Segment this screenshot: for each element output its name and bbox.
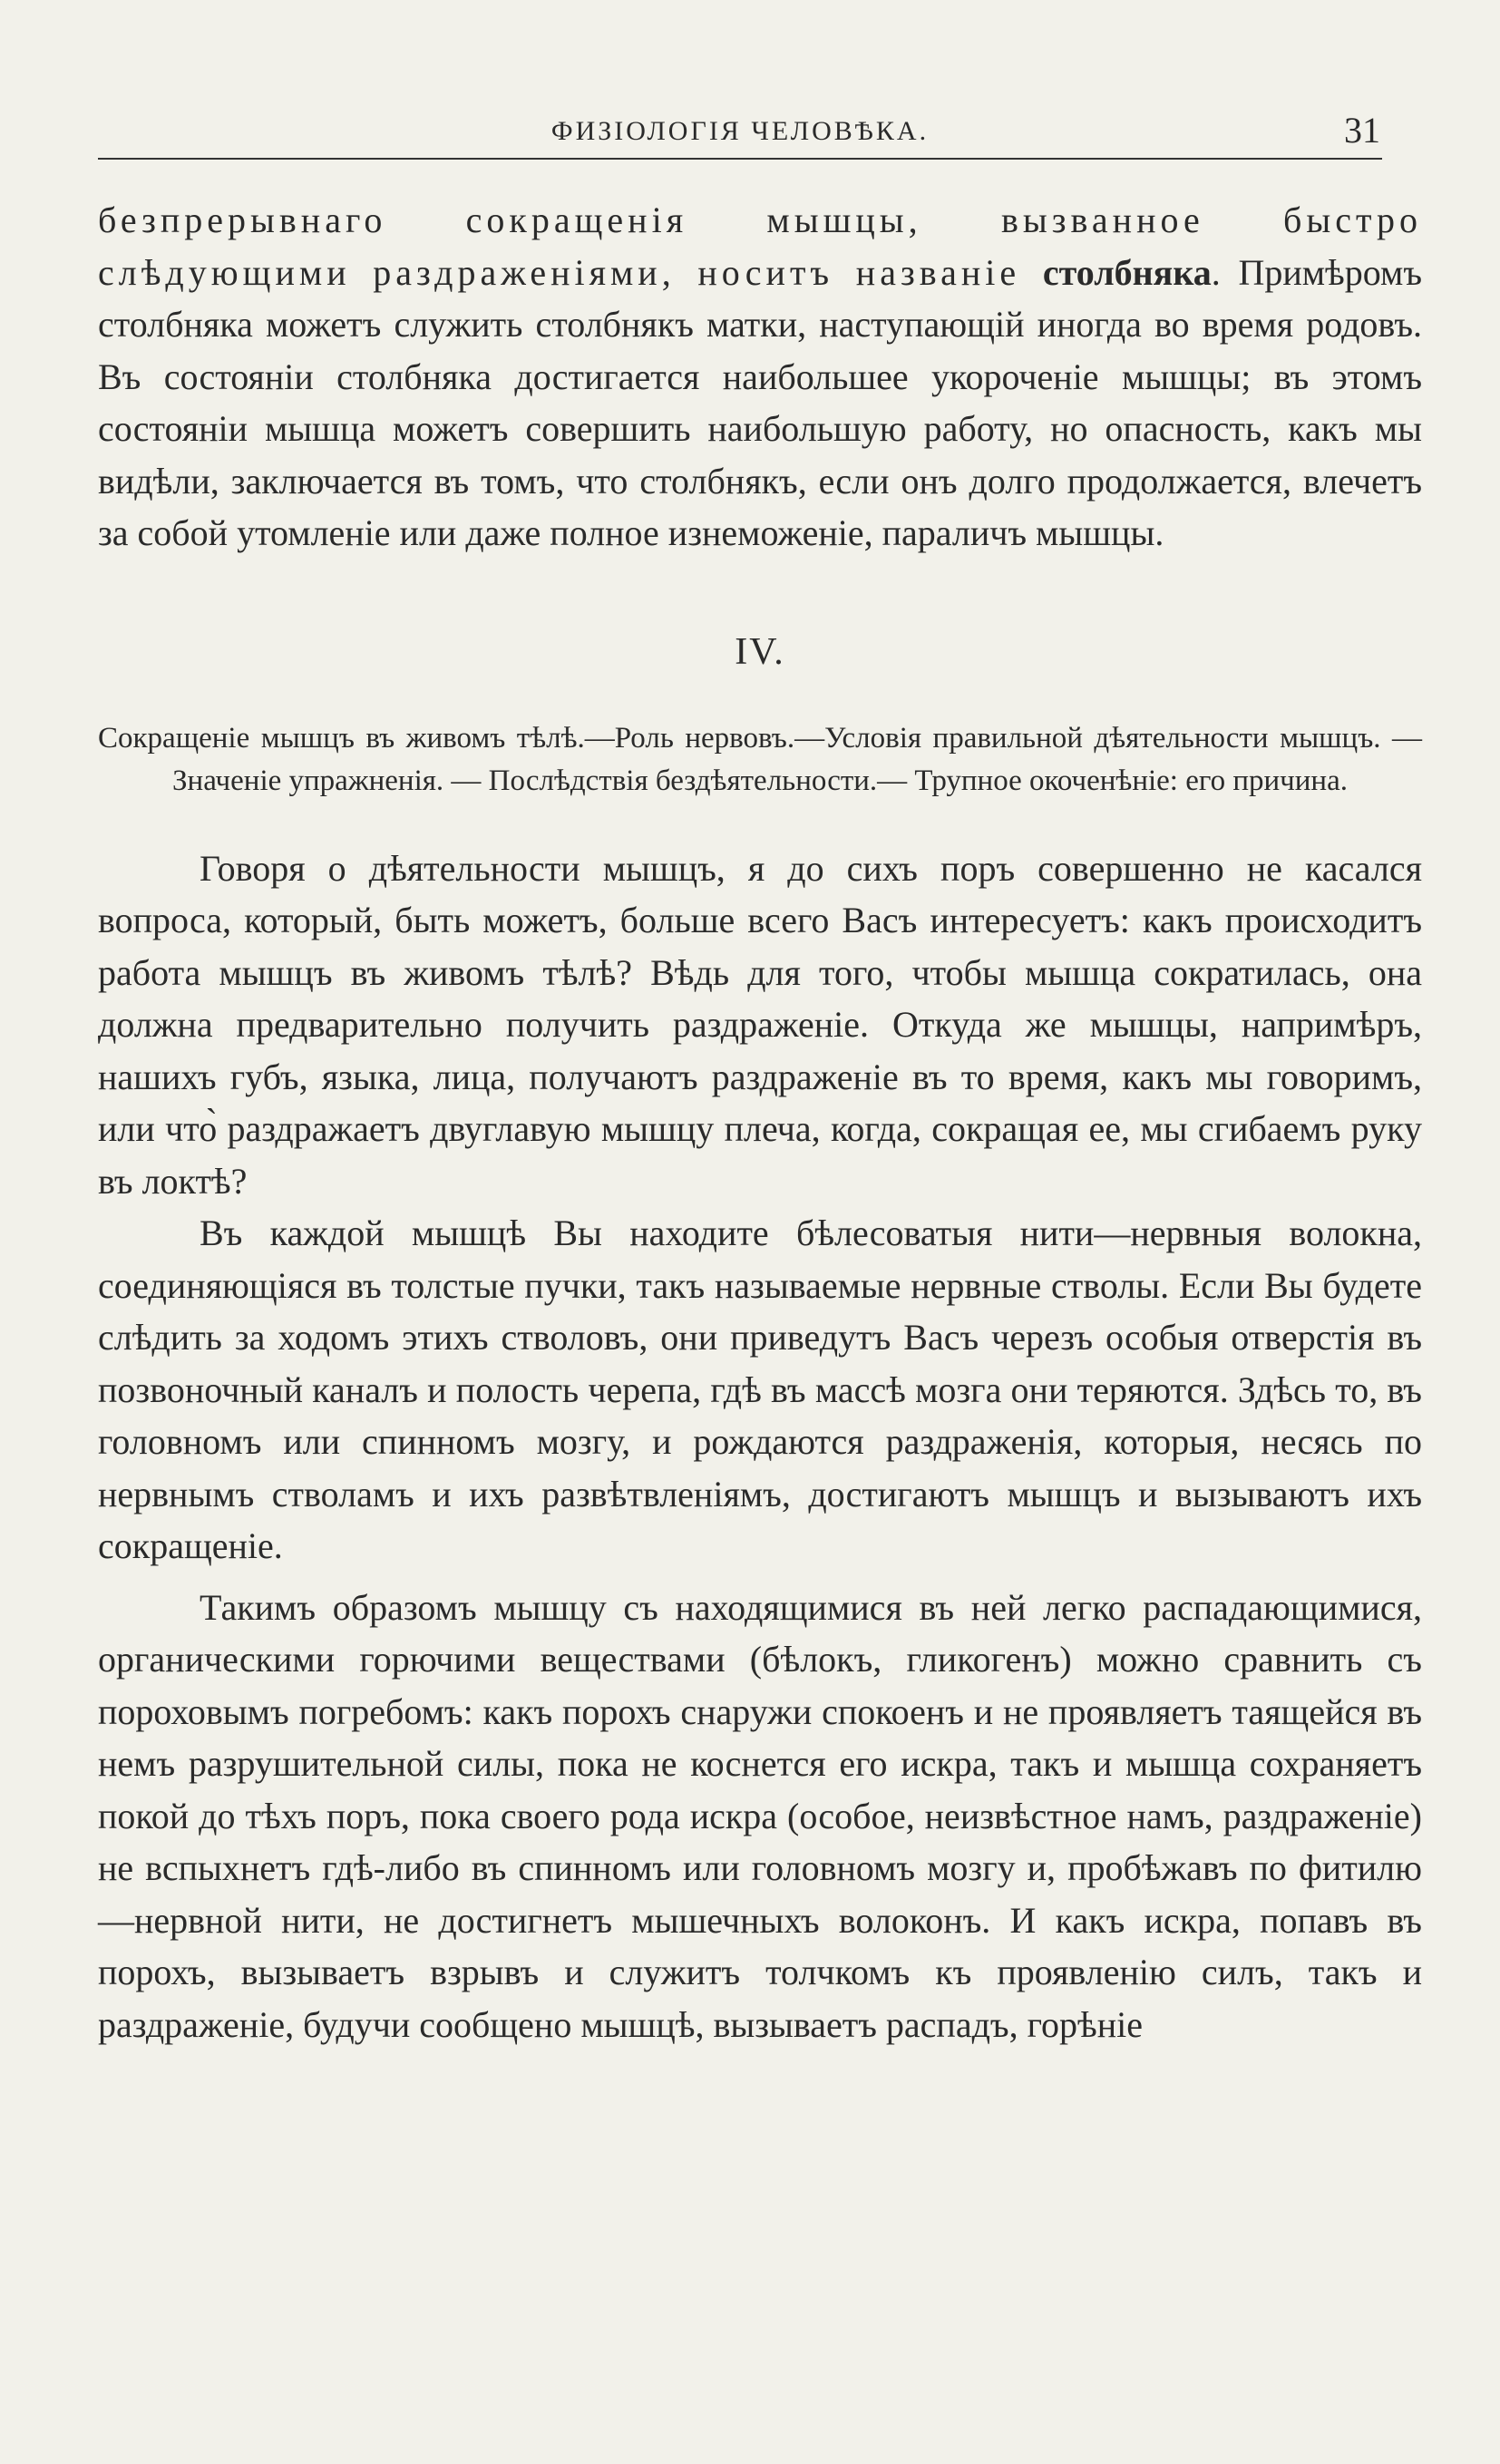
section-summary: Сокращеніе мышцъ въ живомъ тѣлѣ.—Роль нервовъ.—Условія правильной дѣятельности мышцъ. — Значеніе упражненія. — Послѣдствія бездѣятельности.— Трупное окоченѣніе: его причина. xyxy=(98,721,1422,797)
body-paragraph-3: Такимъ образомъ мышцу съ находящимися въ ней легко распадающимися, органическими горючими веществами (бѣлокъ, гликогенъ) можно сравнить съ пороховымъ погребомъ: какъ порохъ снаружи спокоенъ и не проявляетъ таящейся въ немъ разрушительной силы, пока не коснется его искра, такъ и мышца сохраняетъ покой до тѣхъ поръ, пока своего рода искра (особое, неизвѣстное намъ, раздраженіе) не вспыхнетъ гдѣ-либо въ спинномъ или головномъ мозгу и, пробѣжавъ по фитилю—нервной нити, не достигнетъ мышечныхъ волоконъ. И какъ искра, попавъ въ порохъ, вызываетъ взрывъ и служитъ толчкомъ къ проявленію силъ, такъ и раздраженіе, будучи сообщено мышцѣ, вызываетъ распадъ, горѣніе xyxy=(98,1586,1422,2045)
intro-text-spaced: безпрерывнаго сокращенія мышцы, вызванное быстро слѣдующими раздраженіями, носитъ названіе xyxy=(98,200,1422,293)
running-header xyxy=(98,107,1382,160)
running-title: ФИЗІОЛОГІЯ ЧЕЛОВѢКА. xyxy=(550,116,930,146)
intro-paragraph xyxy=(98,194,1422,560)
section-number: IV. xyxy=(735,630,785,673)
body-paragraph-1: Говоря о дѣятельности мышцъ, я до сихъ поръ совершенно не касался вопроса, который, быть можетъ, больше всего Васъ интересуетъ: какъ происходитъ работа мышцъ въ живомъ тѣлѣ? Вѣдь для того, чтобы мышца сократилась, она должна предварительно получить раздраженіе. Откуда же мышцы, напримѣръ, нашихъ губъ, языка, лица, получаютъ раздраженіе въ то время, какъ мы говоримъ, или что̀ раздражаетъ двуглавую мышцу плеча, когда, сокращая ее, мы сгибаемъ руку въ локтѣ? xyxy=(98,847,1422,1202)
page-number: 31 xyxy=(1344,110,1380,151)
intro-text-rest: . Примѣромъ столбняка можетъ служить столбнякъ матки, наступающій иногда во время родовъ. Въ состояніи столбняка достигается наибольшее укороченіе мышцы; въ этомъ состояніи мышца можетъ совершить наибольшую работу, но опасность, какъ мы видѣли, заключается въ томъ, что столбнякъ, если онъ долго продолжается, влечетъ за собой утомленіе или даже полное изнеможеніе, параличъ мышцы. xyxy=(98,251,1423,553)
body-paragraph-2: Въ каждой мышцѣ Вы находите бѣлесоватыя нити—нервныя волокна, соединяющіяся въ толстые пучки, такъ называемые нервные стволы. Если Вы будете слѣдить за ходомъ этихъ стволовъ, они приведутъ Васъ черезъ особыя отверстія въ позвоночный каналъ и полость черепа, гдѣ въ массѣ мозга они теряются. Здѣсь то, въ головномъ или спинномъ мозгу, и рождаются раздраженія, которыя, несясь по нервнымъ стволамъ и ихъ развѣтвленіямъ, достигаютъ мышцъ и вызываютъ ихъ сокращеніе. xyxy=(98,1213,1422,1566)
intro-term: столбняка xyxy=(1042,251,1212,293)
paragraph-gap xyxy=(98,1573,1422,1582)
